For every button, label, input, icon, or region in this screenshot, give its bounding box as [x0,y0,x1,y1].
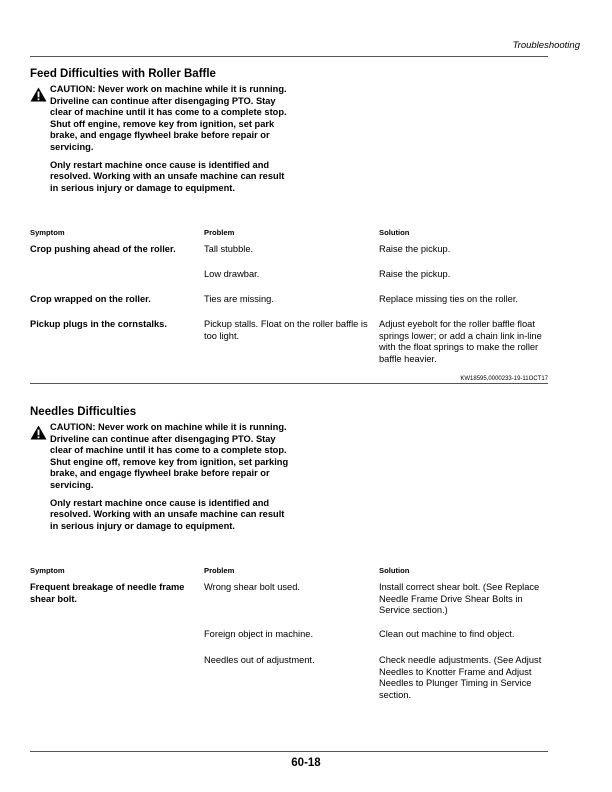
solution-cell: Check needle adjustments. (See Adjust Needles to Knotter Frame and Adjust Needles to Plunger Timing in Service section. [379,655,542,700]
problem-cell: Needles out of adjustment. [204,655,315,665]
caution-text: CAUTION: Never work on machine while it is running. Driveline can continue after disengaging PTO. Stay clear of machine until it has come to a complete stop. Shut engine off, remove key from ignition, set parking brake, and engage flywheel brake before repair or servicing. [50,422,289,490]
column-header-solution: Solution [379,228,410,237]
column-header-problem: Problem [204,566,235,575]
solution-cell: Clean out machine to find object. [379,629,515,639]
solution-cell: Raise the pickup. [379,269,451,279]
column-header-symptom: Symptom [30,566,65,575]
header-divider [30,56,548,57]
symptom-cell: Frequent breakage of needle frame shear bolt. [30,582,185,604]
running-header: Troubleshooting [512,40,580,51]
symptom-cell: Crop wrapped on the roller. [30,294,151,304]
caution-text: CAUTION: Never work on machine while it is running. Driveline can continue after disengaging PTO. Stay clear of machine until it has come to a complete stop. Shut off engine, remove key from ignition, set park brake, and engage flywheel brake before repair or servicing. [50,84,287,152]
column-header-solution: Solution [379,566,410,575]
solution-cell: Adjust eyebolt for the roller baffle float springs lower; or add a chain link in-line with the float springs to make the roller baffle heavier. [379,319,542,364]
page-number: 60-18 [291,757,321,769]
symptom-cell: Pickup plugs in the cornstalks. [30,319,167,329]
caution-block-feed [50,84,290,200]
solution-cell: Install correct shear bolt. (See Replace Needle Frame Drive Shear Bolts in Service section.) [379,582,540,615]
symptom-cell: Crop pushing ahead of the roller. [30,244,176,254]
section-title-feed: Feed Difficulties with Roller Baffle [30,68,216,80]
solution-cell: Replace missing ties on the roller. [379,294,519,304]
section-divider [30,383,548,384]
warning-icon [30,87,47,102]
problem-cell: Low drawbar. [204,269,260,279]
column-header-symptom: Symptom [30,228,65,237]
footer-divider [30,751,548,752]
problem-cell: Pickup stalls. Float on the roller baffle is too light. [204,319,368,341]
problem-cell: Ties are missing. [204,294,274,304]
solution-cell: Raise the pickup. [379,244,451,254]
caution-restart-text: Only restart machine once cause is identified and resolved. Working with an unsafe machine can result in serious injury or damage to equipment. [50,497,285,531]
warning-icon [30,425,47,440]
column-header-problem: Problem [204,228,235,237]
caution-block-needles [50,422,290,538]
reference-code: KW18595,0000233-19-11OCT17 [460,376,548,382]
problem-cell: Tall stubble. [204,244,254,254]
caution-restart-text: Only restart machine once cause is identified and resolved. Working with an unsafe machine can result in serious injury or damage to equipment. [50,159,285,193]
problem-cell: Foreign object in machine. [204,629,314,639]
section-title-needles: Needles Difficulties [30,406,137,418]
problem-cell: Wrong shear bolt used. [204,582,300,592]
